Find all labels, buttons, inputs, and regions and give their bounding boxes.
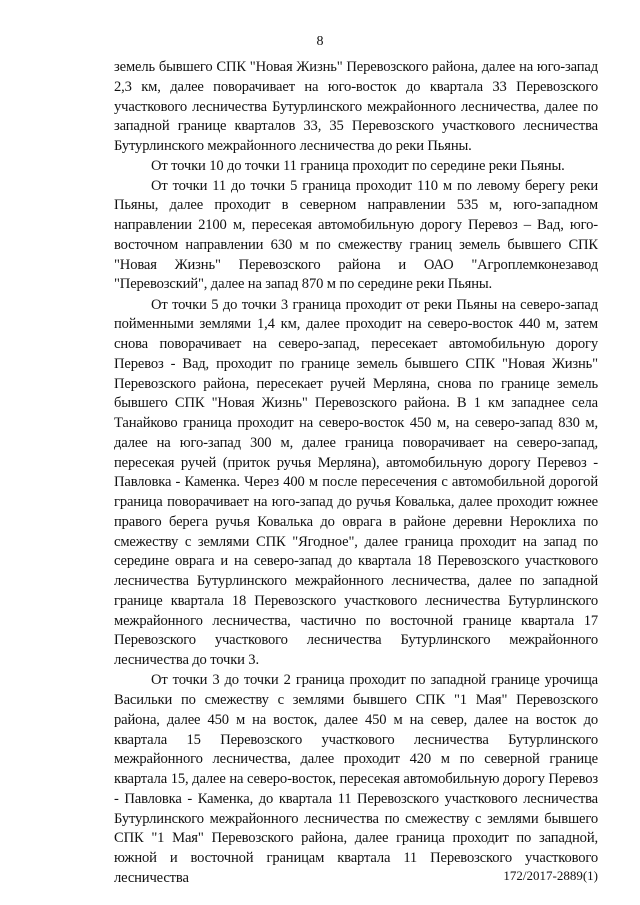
paragraph-point-11-5: От точки 11 до точки 5 граница проходит 110 м по левому берегу реки Пьяны, далее проходит в северном направлении 535 м, юго-западном направлении 2100 м, пересекая автомобильную дорогу Перевоз – Вад, юго-восточном направлении 630 м по смежеству границ земель бывшего СПК "Новая Жизнь" Перевозского района и ОАО "Агроплемконезавод "Перевозский", далее на запад 870 м по середине реки Пьяны. <box>114 177 598 293</box>
paragraph-continuation: земель бывшего СПК "Новая Жизнь" Перевозского района, далее на юго-запад 2,3 км, далее поворачивает на юго-восток до квартала 33 Перевозского участкового лесничества Бутурлинского межрайонного лесничества, далее по западной границе кварталов 33, 35 Перевозского участкового лесничества Бутурлинского межрайонного лесничества до реки Пьяны. <box>114 59 598 154</box>
document-code: 172/2017-2889(1) <box>503 868 598 883</box>
paragraph-point-3-2: От точки 3 до точки 2 граница проходит по западной границе урочища Васильки по смежеству с землями бывшего СПК "1 Мая" Перевозского района, далее 450 м на восток, далее 450 м на север, далее на восток до квартала 15 Перевозского участкового лесничества Бутурлинского межрайонного лесничества, далее проходит 420 м по северной границе квартала 15, далее на северо-восток, пересекая автомобильную дорогу Перевоз - Павловка - Каменка, до квартала 11 Перевозского участкового лесничества Бутурлинского межрайонного лесничества по смежеству с землями бывшего СПК "1 Мая" Перевозского района, далее граница проходит по западной, южной и восточной границам квартала 11 Перевозского участкового лесничества <box>114 672 598 886</box>
paragraph-point-5-3: От точки 5 до точки 3 граница проходит от реки Пьяны на северо-запад пойменными землями 1,4 км, далее проходит на северо-восток 440 м, затем снова поворачивает на северо-запад, пересекает автомобильную дорогу Перевоз - Вад, проходит по границе земель бывшего СПК "Новая Жизнь" Перевозского района, пересекает ручей Мерляна, снова по границе земель бывшего СПК "Новая Жизнь" Перевозского района. В 1 км западнее села Танайково граница проходит на северо-восток 450 м, на северо-запад 830 м, далее на юго-запад 300 м, далее граница поворачивает на северо-запад, пересекая ручей (приток ручья Мерляна), автомобильную дорогу Перевоз - Павловка - Каменка. Через 400 м после пересечения с автомобильной дорогой граница поворачивает на юго-запад до ручья Ковалька, далее проходит южнее правого берега ручья Ковалька до оврага в районе деревни Нероклиха по смежеству с землями СПК "Ягодное", далее граница проходит на запад по середине оврага и на северо-запад до квартала 18 Перевозского участкового лесничества Бутурлинского межрайонного лесничества, далее по западной границе квартала 18 Перевозского участкового лесничества Бутурлинского межрайонного лесничества, частично по восточной границе квартала 17 Перевозского участкового лесничества Бутурлинского межрайонного лесничества до точки 3. <box>114 296 598 668</box>
page-number: 8 <box>316 34 324 49</box>
paragraph-point-10-11: От точки 10 до точки 11 граница проходит по середине реки Пьяны. <box>151 157 565 174</box>
document-body <box>114 58 598 889</box>
